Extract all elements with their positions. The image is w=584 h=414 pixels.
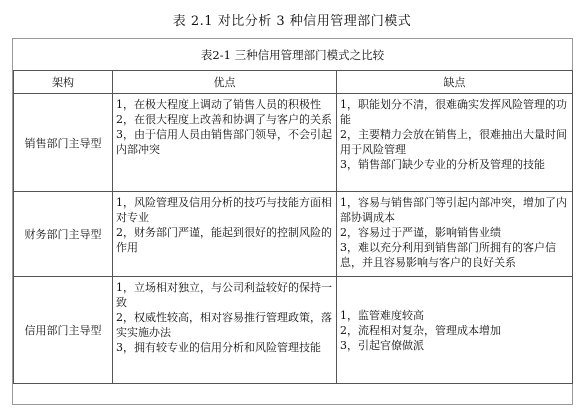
pros-item: 3，由于信用人员由销售部门领导，不会引起内部冲突 (116, 128, 332, 156)
cons-item: 3，销售部门缺少专业的分析及管理的技能 (340, 158, 545, 171)
pros-item: 3，拥有较专业的信用分析和风险管理技能 (116, 341, 321, 354)
pros-cell (113, 277, 337, 384)
cons-cell (337, 94, 573, 192)
header-cons: 缺点 (337, 71, 573, 94)
cons-item: 1，监管难度较高 (340, 309, 424, 322)
page-title: 表 2.1 对比分析 3 种信用管理部门模式 (172, 14, 412, 29)
cons-item: 1，容易与销售部门等引起内部冲突，增加了内部协调成本 (340, 196, 567, 224)
pros-item: 1，在极大程度上调动了销售人员的积极性 (116, 98, 321, 111)
row-name: 信用部门主导型 (14, 277, 113, 384)
cons-cell (337, 277, 573, 384)
cons-item: 2，主要精力会放在销售上，很难抽出大量时间用于风险管理 (340, 128, 567, 156)
cons-cell (337, 192, 573, 277)
cons-item: 3，引起官僚做派 (340, 339, 424, 352)
pros-item: 2，财务部门严谨，能起到很好的控制风险的作用 (116, 226, 332, 254)
table-row (14, 192, 573, 277)
pros-cell (113, 192, 337, 277)
pros-cell (113, 94, 337, 192)
cons-item: 2，容易过于严谨，影响销售业绩 (340, 226, 501, 239)
row-name: 财务部门主导型 (14, 192, 113, 277)
table-row (14, 94, 573, 192)
row-name: 销售部门主导型 (14, 94, 113, 192)
pros-item: 2，权威性较高，相对容易推行管理政策，落实实施办法 (116, 311, 332, 339)
comparison-table-frame (12, 38, 573, 405)
header-pros: 优点 (113, 71, 337, 94)
table-row (14, 277, 573, 384)
pros-item: 1，立场相对独立，与公司利益较好的保持一致 (116, 281, 332, 309)
header-structure: 架构 (14, 71, 113, 94)
table-caption: 表2-1 三种信用管理部门模式之比较 (200, 48, 385, 62)
cons-item: 1，职能划分不清，很难确实发挥风险管理的功能 (340, 98, 567, 126)
cons-item: 3，难以充分利用到销售部门所拥有的客户信息，并且容易影响与客户的良好关系 (340, 241, 556, 269)
cons-item: 2，流程相对复杂，管理成本增加 (340, 324, 501, 337)
table-header-row (14, 71, 573, 94)
pros-item: 2，在很大程度上改善和协调了与客户的关系 (116, 113, 332, 126)
pros-item: 1，风险管理及信用分析的技巧与技能方面相对专业 (116, 196, 332, 224)
comparison-table (13, 70, 573, 384)
